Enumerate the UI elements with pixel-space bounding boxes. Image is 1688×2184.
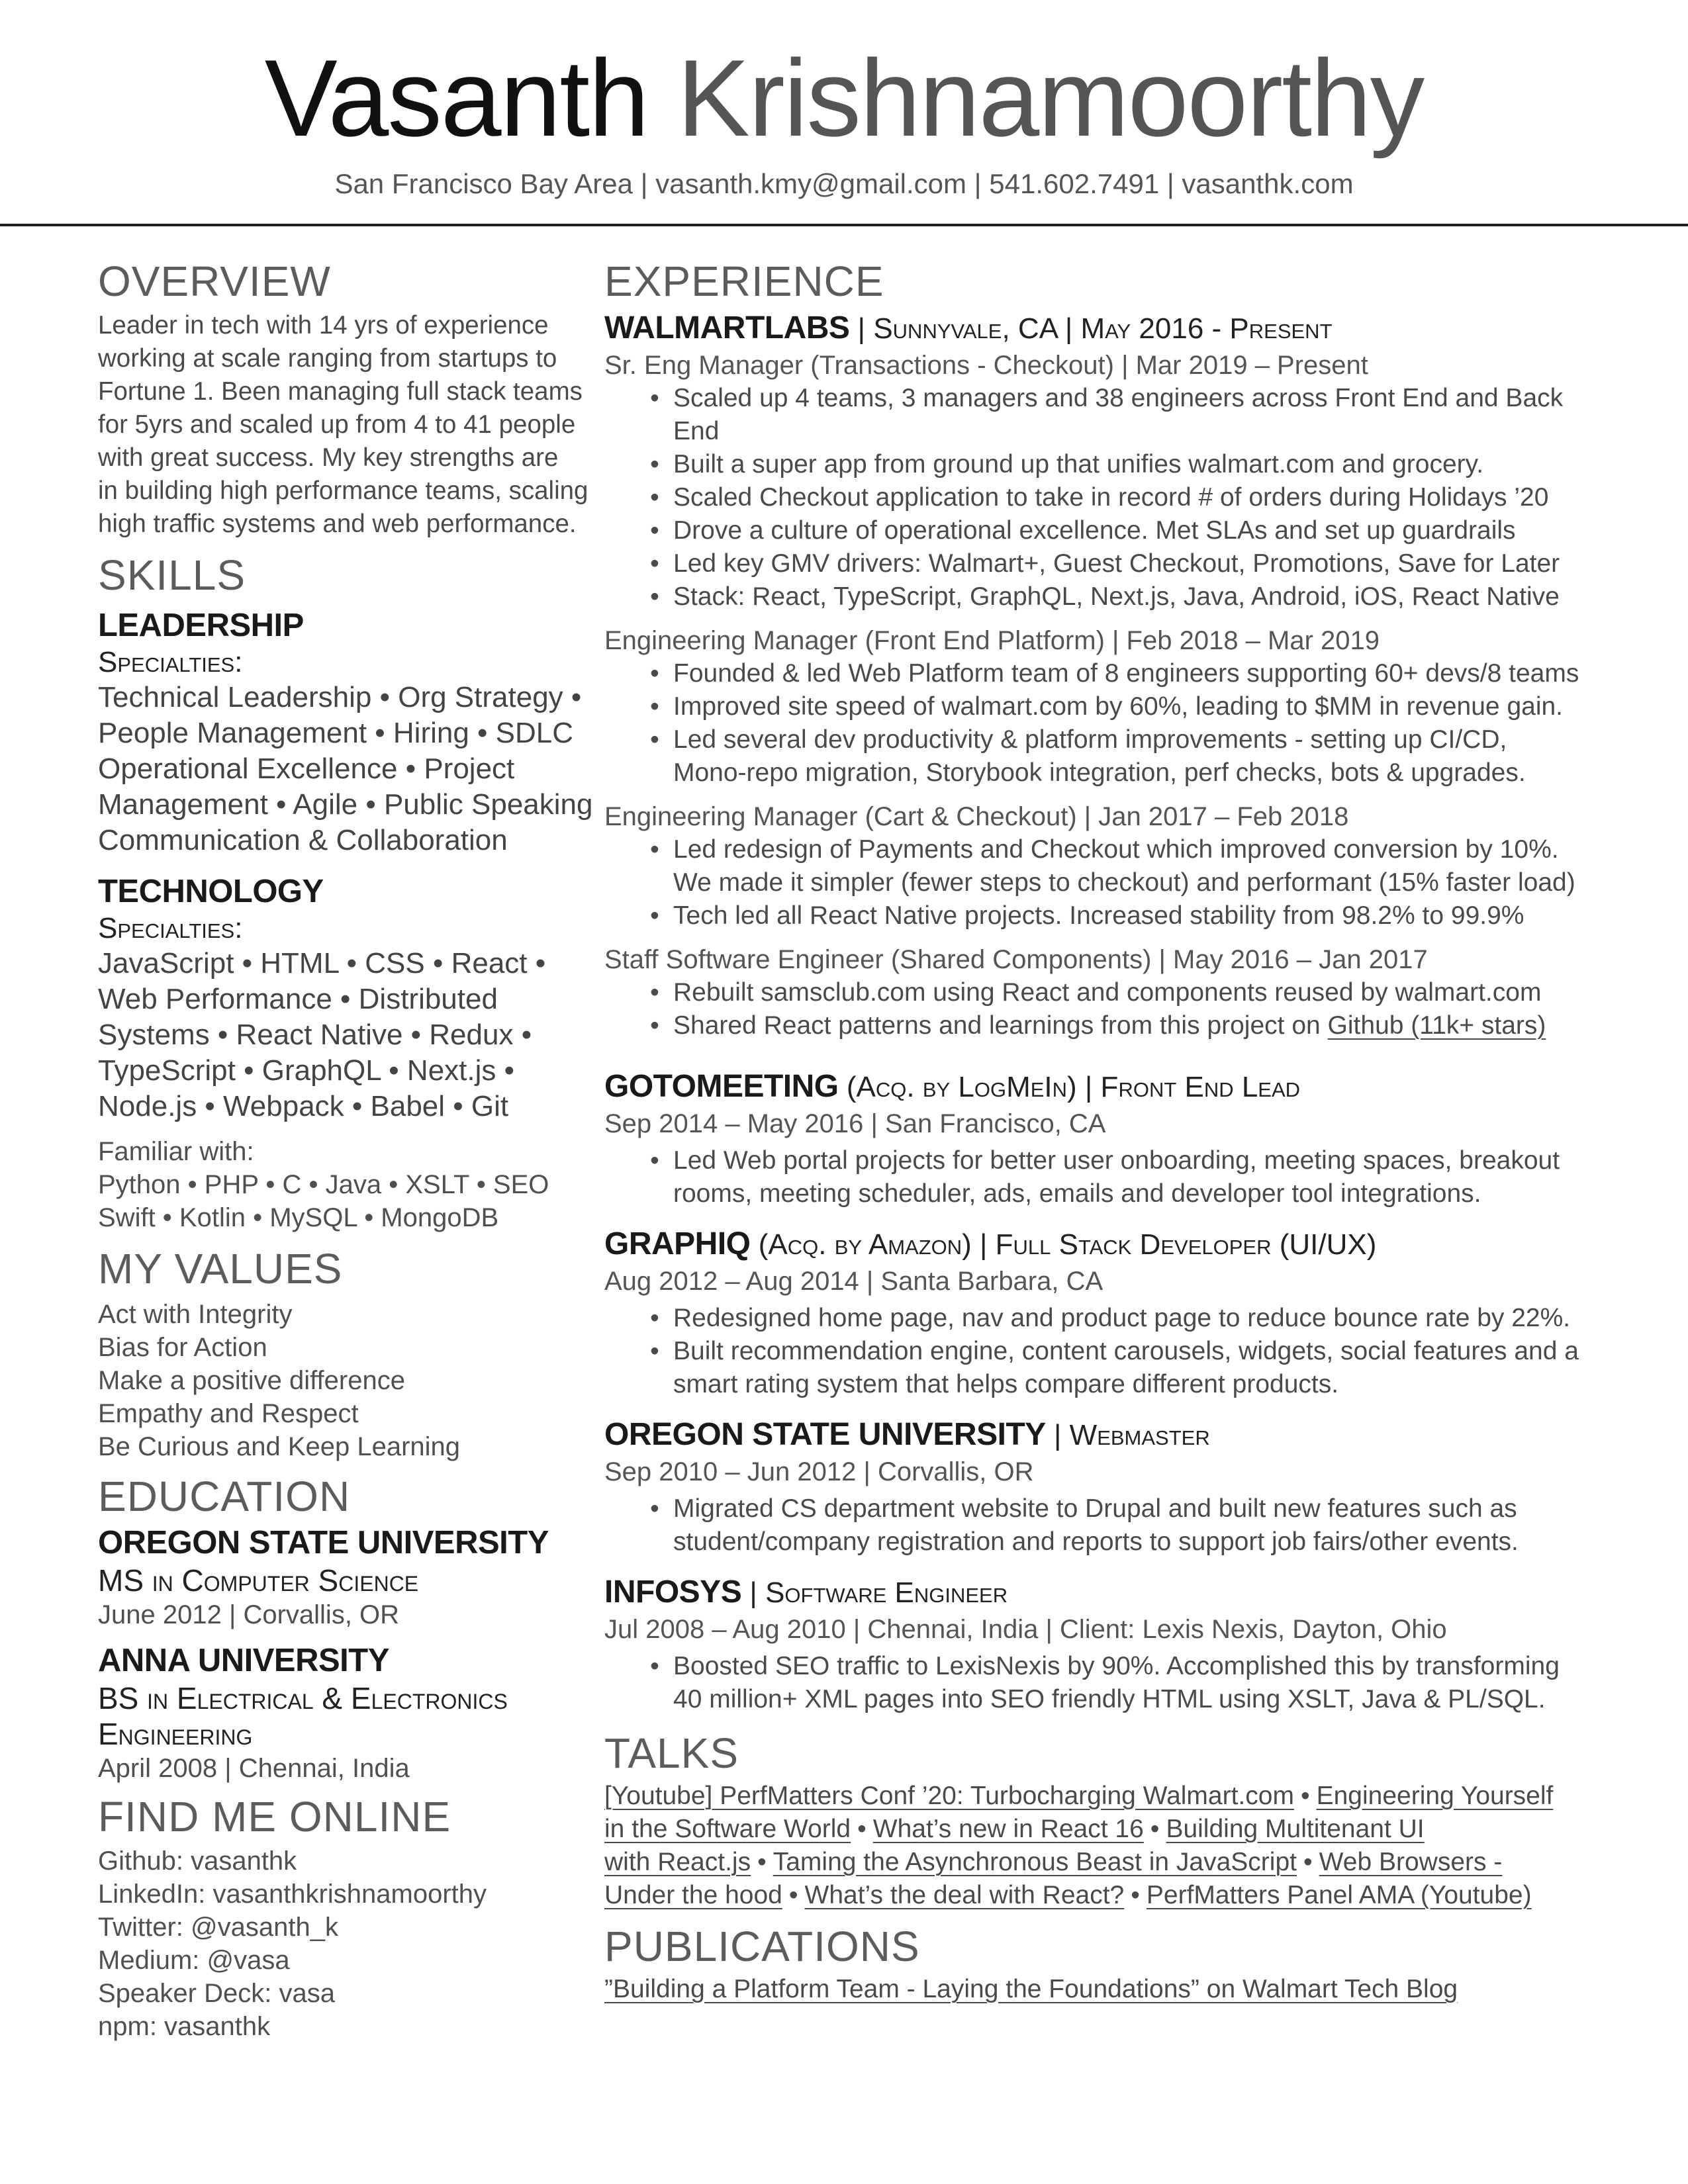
role-title: Engineering Manager (Front End Platform) | Feb 2018 – Mar 2019 [604, 626, 1380, 655]
online-item: Speaker Deck: vasa [98, 1979, 335, 2008]
bullet-item: • Scaled up 4 teams, 3 managers and 38 engineers across Front End and Back End [650, 384, 1564, 445]
bullet-item: • Drove a culture of operational excellence. Met SLAs and set up guardrails [650, 516, 1516, 545]
job-meta: Sep 2010 – Jun 2012 | Corvallis, OR [604, 1457, 1034, 1486]
skills-title: SKILLS [98, 551, 246, 599]
bullet-item: • Stack: React, TypeScript, GraphQL, Next.js, Java, Android, iOS, React Native [650, 582, 1560, 611]
specialty-line: People Management • Hiring • SDLC [98, 717, 574, 749]
job-heading [604, 308, 1597, 349]
job-title: (Acq. by Amazon) | Full Stack Developer (UI/UX) [750, 1228, 1377, 1261]
specialty-line: Communication & Collaboration [98, 824, 508, 856]
technology-heading: TECHNOLOGY [98, 874, 324, 909]
value-item: Bias for Action [98, 1333, 267, 1362]
degree: BS in Electrical & Electronics [98, 1681, 508, 1715]
talk-link[interactable]: Building Multitenant UI [1166, 1815, 1425, 1843]
talk-link[interactable]: Under the hood [604, 1881, 782, 1909]
degree: Engineering [98, 1717, 253, 1751]
overview-line: for 5yrs and scaled up from 4 to 41 people [98, 410, 576, 439]
company-name: WALMARTLABS [604, 310, 850, 345]
job-meta: Aug 2012 – Aug 2014 | Santa Barbara, CA [604, 1267, 1103, 1296]
talk-link[interactable]: PerfMatters Panel AMA (Youtube) [1146, 1881, 1532, 1909]
education-entry [98, 1641, 594, 1785]
specialty-line: Operational Excellence • Project [98, 752, 515, 785]
education-meta: June 2012 | Corvallis, OR [98, 1600, 400, 1629]
job-meta: Sep 2014 – May 2016 | San Francisco, CA [604, 1109, 1106, 1138]
role-title: Engineering Manager (Cart & Checkout) | Jan 2017 – Feb 2018 [604, 802, 1349, 831]
job-heading [604, 1224, 1597, 1265]
talk-link[interactable]: with React.js [604, 1848, 751, 1876]
left-column [98, 255, 594, 2043]
bullet-item: • Built recommendation engine, content carousels, widgets, social features and a smart rating system that helps compare different products. [650, 1337, 1579, 1398]
role-bullets [604, 382, 1597, 614]
talk-link[interactable]: What’s the deal with React? [804, 1881, 1125, 1909]
talk-link[interactable]: What’s new in React 16 [872, 1815, 1144, 1843]
talk-link[interactable]: [Youtube] PerfMatters Conf ’20: Turbocharging Walmart.com [604, 1782, 1294, 1810]
overview-line: in building high performance teams, scaling [98, 477, 588, 505]
specialty-line: Management • Agile • Public Speaking [98, 788, 593, 821]
specialty-line: TypeScript • GraphQL • Next.js • [98, 1054, 515, 1087]
education-meta: April 2008 | Chennai, India [98, 1754, 410, 1783]
company-name: GRAPHIQ [604, 1226, 751, 1261]
online-title: FIND ME ONLINE [98, 1793, 451, 1841]
school-name: OREGON STATE UNIVERSITY [98, 1525, 549, 1561]
online-list [98, 1844, 594, 2043]
role-bullets [604, 657, 1597, 790]
overview-line: with great success. My key strengths are [98, 443, 559, 472]
online-item: LinkedIn: vasanthkrishnamoorthy [98, 1880, 487, 1909]
familiar-label: Familiar with: [98, 1137, 254, 1166]
bullet-item: • Led redesign of Payments and Checkout which improved conversion by 10%. We made it simpler (fewer steps to checkout) and performant (15% faster load) [650, 835, 1575, 897]
specialty-line: Web Performance • Distributed [98, 983, 498, 1015]
bullet-item: • Boosted SEO traffic to LexisNexis by 90%. Accomplished this by transforming 40 million+ XML pages into SEO friendly HTML using XSLT, Java & PL/SQL. [650, 1652, 1560, 1713]
overview-line: high traffic systems and web performance. [98, 510, 577, 538]
first-name: Vasanth [264, 37, 648, 159]
bullet-item: • Tech led all React Native projects. Increased stability from 98.2% to 99.9% [650, 901, 1524, 930]
job-osu [604, 1414, 1597, 1559]
online-item: Github: vasanthk [98, 1846, 297, 1876]
technology-specialties [98, 946, 594, 1124]
familiar-line: Swift • Kotlin • MySQL • MongoDB [98, 1203, 499, 1232]
talk-link[interactable]: Engineering Yourself [1316, 1782, 1554, 1810]
overview-line: Fortune 1. Been managing full stack teams [98, 377, 583, 406]
job-meta: Jul 2008 – Aug 2010 | Chennai, India | Client: Lexis Nexis, Dayton, Ohio [604, 1615, 1447, 1644]
job-bullets [604, 1144, 1597, 1210]
familiar-line: Python • PHP • C • Java • XSLT • SEO [98, 1170, 549, 1199]
bullet-item: • Led key GMV drivers: Walmart+, Guest Checkout, Promotions, Save for Later [650, 549, 1560, 578]
bullet-item: • Rebuilt samsclub.com using React and components reused by walmart.com [650, 978, 1542, 1007]
job-heading [604, 1066, 1597, 1107]
online-item: npm: vasanthk [98, 2012, 271, 2041]
role-title: Sr. Eng Manager (Transactions - Checkout) | Mar 2019 – Present [604, 351, 1368, 380]
value-item: Be Curious and Keep Learning [98, 1432, 461, 1461]
talks-title: TALKS [604, 1729, 739, 1777]
leadership-specialties-label: Specialties: [98, 646, 243, 678]
overview-text [98, 309, 594, 541]
familiar-list [98, 1168, 594, 1234]
bullet-item: • Migrated CS department website to Drupal and built new features such as student/company registration and reports to support job fairs/other events. [650, 1494, 1519, 1556]
value-item: Act with Integrity [98, 1300, 293, 1329]
experience-title: EXPERIENCE [604, 257, 884, 305]
technology-specialties-label: Specialties: [98, 912, 243, 944]
role-bullets [604, 833, 1597, 933]
contact-line: San Francisco Bay Area | vasanth.kmy@gmail.com | 541.602.7491 | vasanthk.com [334, 168, 1354, 199]
school-name: ANNA UNIVERSITY [98, 1643, 389, 1678]
role-bullets [604, 976, 1597, 1042]
bullet-item: • Led several dev productivity & platform improvements - setting up CI/CD, Mono-repo migration, Storybook integration, perf checks, bots & upgrades. [650, 725, 1526, 787]
online-item: Twitter: @vasanth_k [98, 1913, 338, 1942]
job-infosys [604, 1572, 1597, 1716]
education-entry [98, 1523, 594, 1631]
bullet-item: • Built a super app from ground up that unifies walmart.com and grocery. [650, 450, 1484, 478]
right-column [604, 255, 1597, 2006]
values-list [98, 1298, 594, 1463]
job-bullets [604, 1650, 1597, 1716]
role-title: Staff Software Engineer (Shared Components) | May 2016 – Jan 2017 [604, 945, 1428, 974]
github-link[interactable]: Github (11k+ stars) [1327, 1011, 1546, 1040]
resume-header [0, 0, 1688, 228]
talks-list: [Youtube] PerfMatters Conf ’20: Turbocharging Walmart.com • Engineering Yourself in the Software World • What’s new in React 16 • Building Multitenant UI with React.js • Taming the Asynchronous Beast in JavaScript • Web Browsers - Under the hood • What’s the deal with React? • PerfMatters Panel AMA (Youtube) [604, 1782, 1554, 1909]
talk-link[interactable]: in the Software World [604, 1815, 851, 1843]
header-divider [0, 224, 1688, 226]
degree: MS in Computer Science [98, 1563, 419, 1598]
bullet-item: • Improved site speed of walmart.com by 60%, leading to $MM in revenue gain. [650, 692, 1564, 721]
talk-link[interactable]: Web Browsers - [1319, 1848, 1503, 1876]
specialty-line: Systems • React Native • Redux • [98, 1019, 532, 1051]
leadership-specialties [98, 680, 594, 858]
online-item: Medium: @vasa [98, 1946, 290, 1975]
bullet-item: • Scaled Checkout application to take in record # of orders during Holidays ’20 [650, 483, 1549, 512]
publications-list [604, 1973, 1597, 2006]
publication-link[interactable]: ”Building a Platform Team - Laying the Foundations” on Walmart Tech Blog [604, 1975, 1458, 2003]
job-bullets [604, 1302, 1597, 1401]
candidate-name [0, 32, 1688, 164]
specialty-line: Technical Leadership • Org Strategy • [98, 681, 582, 713]
values-title: MY VALUES [98, 1245, 343, 1293]
job-walmart [604, 308, 1597, 1042]
value-item: Make a positive difference [98, 1366, 405, 1395]
job-bullets [604, 1492, 1597, 1559]
bullet-item: • Led Web portal projects for better user onboarding, meeting spaces, breakout rooms, meeting scheduler, ads, emails and developer tool integrations. [650, 1146, 1560, 1208]
publications-title: PUBLICATIONS [604, 1923, 920, 1970]
leadership-heading: LEADERSHIP [98, 608, 304, 643]
last-name: Krishnamoorthy [677, 37, 1424, 159]
job-title: | Software Engineer [741, 1576, 1008, 1609]
overview-title: OVERVIEW [98, 257, 331, 305]
talk-link[interactable]: Taming the Asynchronous Beast in JavaScript [773, 1848, 1297, 1876]
specialty-line: JavaScript • HTML • CSS • React • [98, 947, 546, 979]
specialty-line: Node.js • Webpack • Babel • Git [98, 1090, 509, 1122]
job-heading [604, 1572, 1597, 1613]
job-heading [604, 1414, 1597, 1455]
company-name: OREGON STATE UNIVERSITY [604, 1417, 1046, 1452]
job-title: | Webmaster [1045, 1419, 1210, 1451]
job-gotomeeting [604, 1066, 1597, 1210]
overview-line: Leader in tech with 14 yrs of experience [98, 311, 549, 340]
company-name: GOTOMEETING [604, 1069, 839, 1104]
job-location-dates: | Sunnyvale, CA | May 2016 - Present [849, 312, 1333, 345]
company-name: INFOSYS [604, 1574, 742, 1610]
education-title: EDUCATION [98, 1473, 351, 1520]
bullet-item: • Redesigned home page, nav and product page to reduce bounce rate by 22%. [650, 1304, 1571, 1332]
bullet-item: • Shared React patterns and learnings from this project on Github (11k+ stars) [650, 1011, 1546, 1040]
value-item: Empathy and Respect [98, 1399, 359, 1428]
job-title: (Acq. by LogMeIn) | Front End Lead [838, 1071, 1301, 1103]
overview-line: working at scale ranging from startups to [98, 344, 557, 373]
job-graphiq [604, 1224, 1597, 1401]
bullet-item: • Founded & led Web Platform team of 8 engineers supporting 60+ devs/8 teams [650, 659, 1579, 688]
